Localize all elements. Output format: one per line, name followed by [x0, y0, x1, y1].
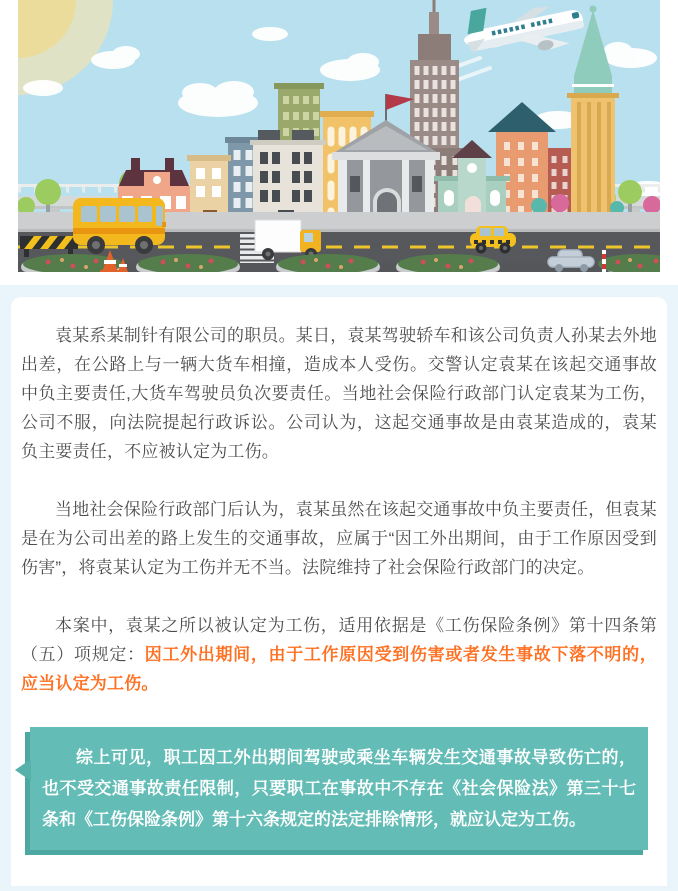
conclusion-callout [30, 727, 648, 850]
legal-basis-highlight: 因工外出期间，由于工作原因受到伤害或者发生事故下落不明的，应当认定为工伤。 [21, 645, 657, 693]
callout-tail-icon [15, 759, 31, 781]
header-illustration-section [0, 0, 678, 285]
article-section [0, 285, 678, 886]
legal-basis-lead: 本案中，袁某之所以被认定为工伤，适用依据是《工伤保险条例》第十四条第（五）项规定： [21, 616, 657, 664]
paragraph-case-intro: 袁某系某制针有限公司的职员。某日，袁某驾驶轿车和该公司负责人孙某去外地出差，在公路上与一辆大货车相撞，造成本人受伤。交警认定袁某在该起交通事故中负主要责任,大货车驾驶员负次要责任。当地社会保险行政部门认定袁某为工伤，公司不服，向法院提起行政诉讼。公司认为，这起交通事故是由袁某造成的，袁某负主要责任，不应被认定为工伤。 [21, 326, 657, 461]
city-illustration [18, 0, 660, 272]
article-card [11, 297, 667, 886]
paragraph-legal-basis [21, 611, 657, 698]
paragraph-authority-opinion: 当地社会保险行政部门后认为，袁某虽然在该起交通事故中负主要责任，但袁某是在为公司出差的路上发生的交通事故，应属于“因工外出期间，由于工作原因受到伤害”，将袁某认定为工伤并无不当。法院维持了社会保险行政部门的决定。 [21, 500, 657, 577]
conclusion-text: 综上可见，职工因工外出期间驾驶或乘坐车辆发生交通事故导致伤亡的，也不受交通事故责任限制，只要职工在事故中不存在《社会保险法》第三十七条和《工伤保险条例》第十六条规定的法定排除情形，就应认定为工伤。 [42, 748, 636, 829]
